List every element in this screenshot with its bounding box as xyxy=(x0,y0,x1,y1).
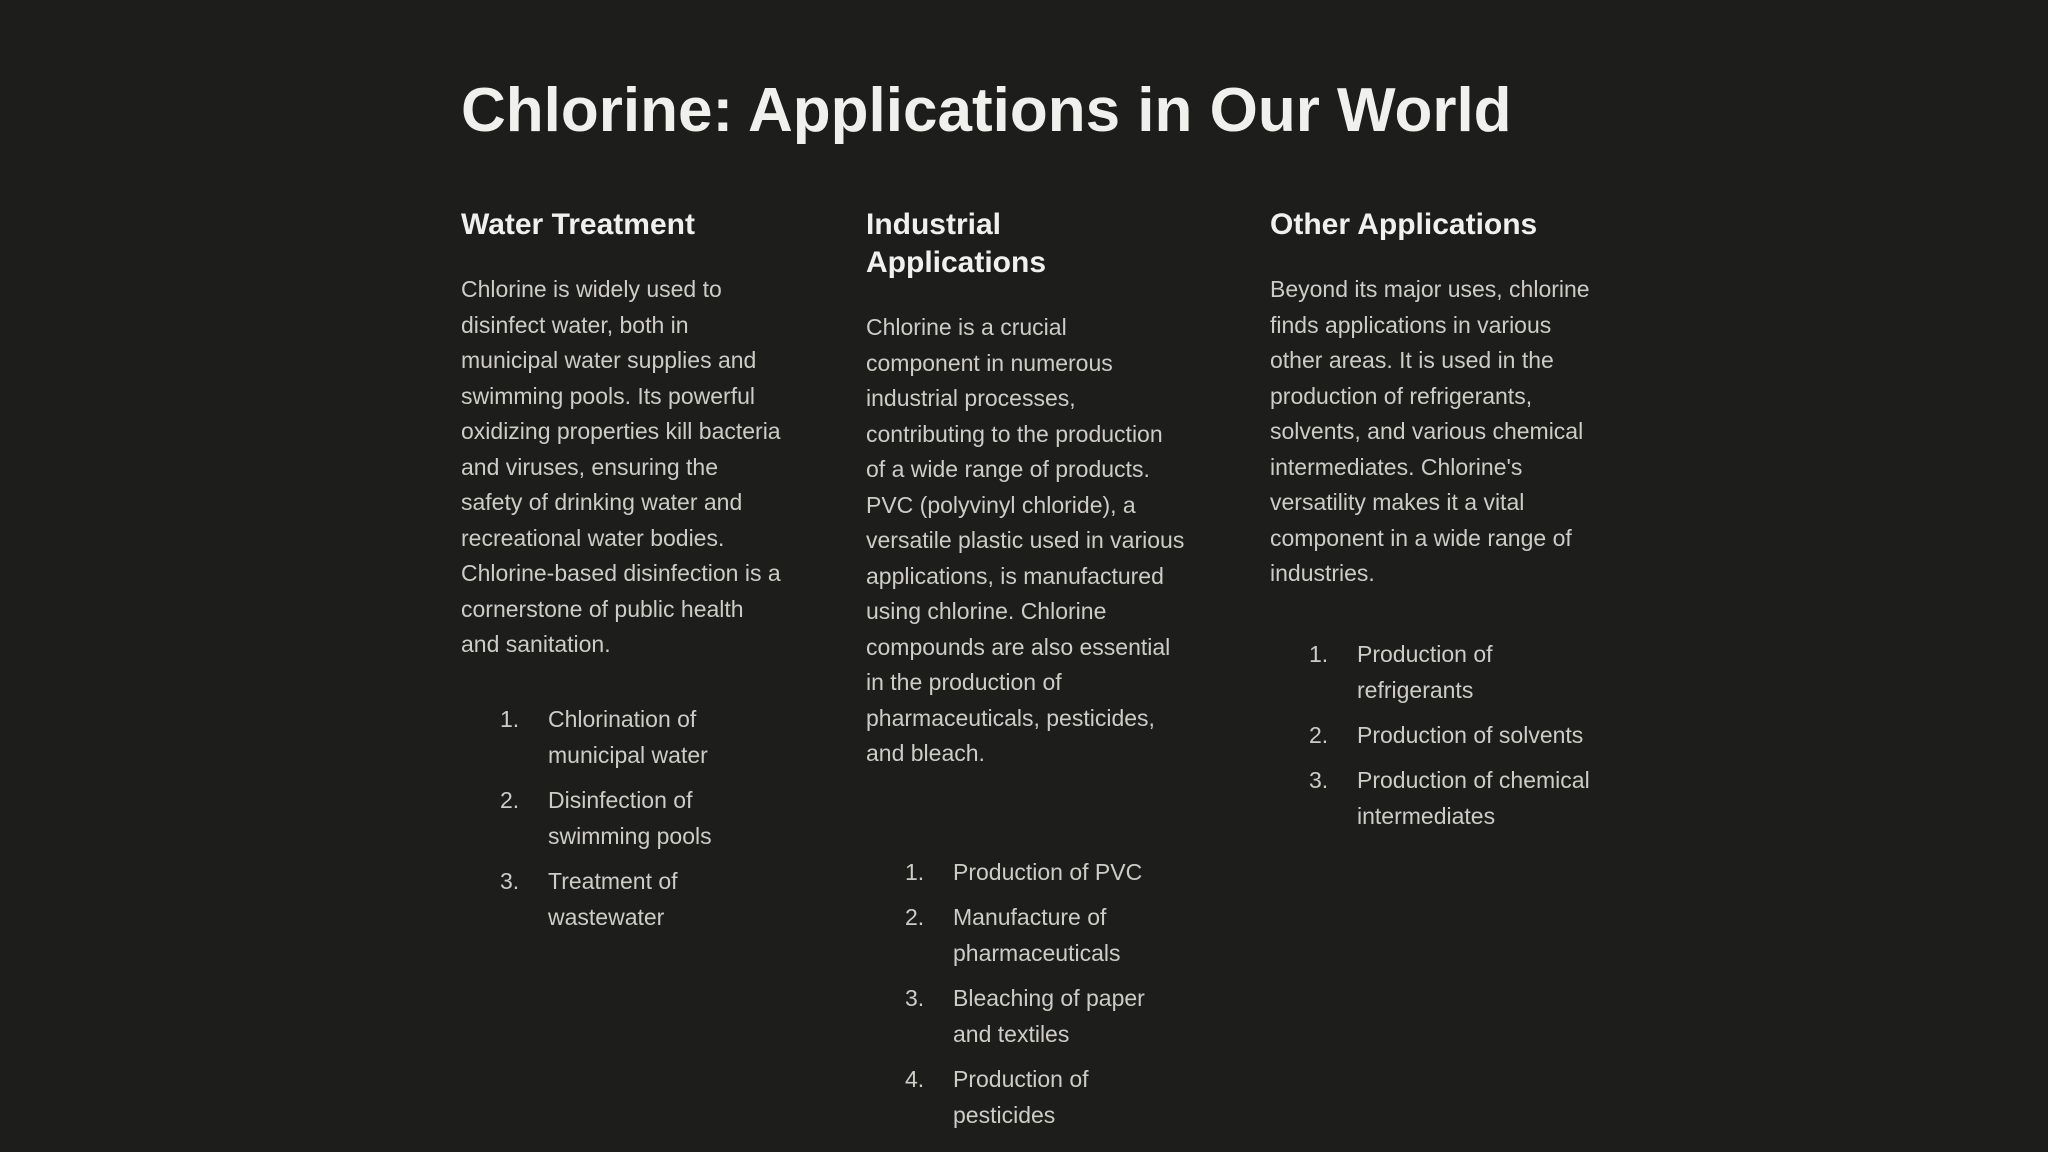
list-item-number: 1. xyxy=(500,705,520,732)
column-industrial-applications xyxy=(866,206,1186,1142)
column-body: Beyond its major uses, chlorine finds applications in various other areas. It is used in the production of refrigerants, solvents, and various chemical intermediates. Chlorine's versatility makes it a vital component in a wide range of industries. xyxy=(1270,276,1590,586)
list-item xyxy=(866,1061,1186,1133)
list-item-text: Production of pesticides xyxy=(953,1065,1089,1128)
list-item xyxy=(866,854,1186,890)
numbered-list xyxy=(866,854,1186,1133)
column-heading: Industrial Applications xyxy=(866,208,1047,279)
list-item-text: Chlorination of municipal water xyxy=(548,705,708,768)
list-item xyxy=(461,863,781,935)
column-heading: Water Treatment xyxy=(461,208,695,241)
list-item-text: Production of solvents xyxy=(1357,721,1584,748)
list-item-text: Production of PVC xyxy=(953,858,1143,885)
column-heading: Other Applications xyxy=(1270,208,1538,241)
column-other-applications xyxy=(1270,206,1590,843)
list-item-number: 4. xyxy=(905,1065,925,1092)
list-item-text: Production of refrigerants xyxy=(1357,640,1493,703)
list-item-number: 1. xyxy=(905,858,925,885)
list-item xyxy=(461,782,781,854)
list-item-number: 1. xyxy=(1309,640,1329,667)
column-water-treatment xyxy=(461,206,781,944)
list-item-text: Treatment of wastewater xyxy=(548,867,678,930)
list-item-number: 3. xyxy=(500,867,520,894)
list-item-number: 2. xyxy=(905,903,925,930)
list-item xyxy=(1270,762,1590,834)
column-body: Chlorine is widely used to disinfect water, both in municipal water supplies and swimming pools. Its powerful oxidizing properties kill bacteria and viruses, ensuring the safety of drinking water and recreational water bodies. Chlorine-based disinfection is a cornerstone of public health and sanitation. xyxy=(461,276,781,657)
list-item-text: Disinfection of swimming pools xyxy=(548,786,712,849)
list-item-text: Bleaching of paper and textiles xyxy=(953,984,1145,1047)
numbered-list xyxy=(1270,636,1590,834)
list-item xyxy=(461,701,781,773)
list-item-number: 3. xyxy=(1309,766,1329,793)
list-item-number: 3. xyxy=(905,984,925,1011)
list-item-text: Production of chemical intermediates xyxy=(1357,766,1590,829)
list-item xyxy=(866,899,1186,971)
list-item-number: 2. xyxy=(1309,721,1329,748)
column-body: Chlorine is a crucial component in numerous industrial processes, contributing to the production of a wide range of products. PVC (polyvinyl chloride), a versatile plastic used in various applications, is manufactured using chlorine. Chlorine compounds are also essential in the production of pharmaceuticals, pesticides, and bleach. xyxy=(866,314,1185,766)
list-item xyxy=(1270,717,1590,753)
page-title: Chlorine: Applications in Our World xyxy=(461,76,1512,145)
list-item xyxy=(866,980,1186,1052)
list-item-number: 2. xyxy=(500,786,520,813)
list-item xyxy=(1270,636,1590,708)
list-item-text: Manufacture of pharmaceuticals xyxy=(953,903,1121,966)
numbered-list xyxy=(461,701,781,935)
